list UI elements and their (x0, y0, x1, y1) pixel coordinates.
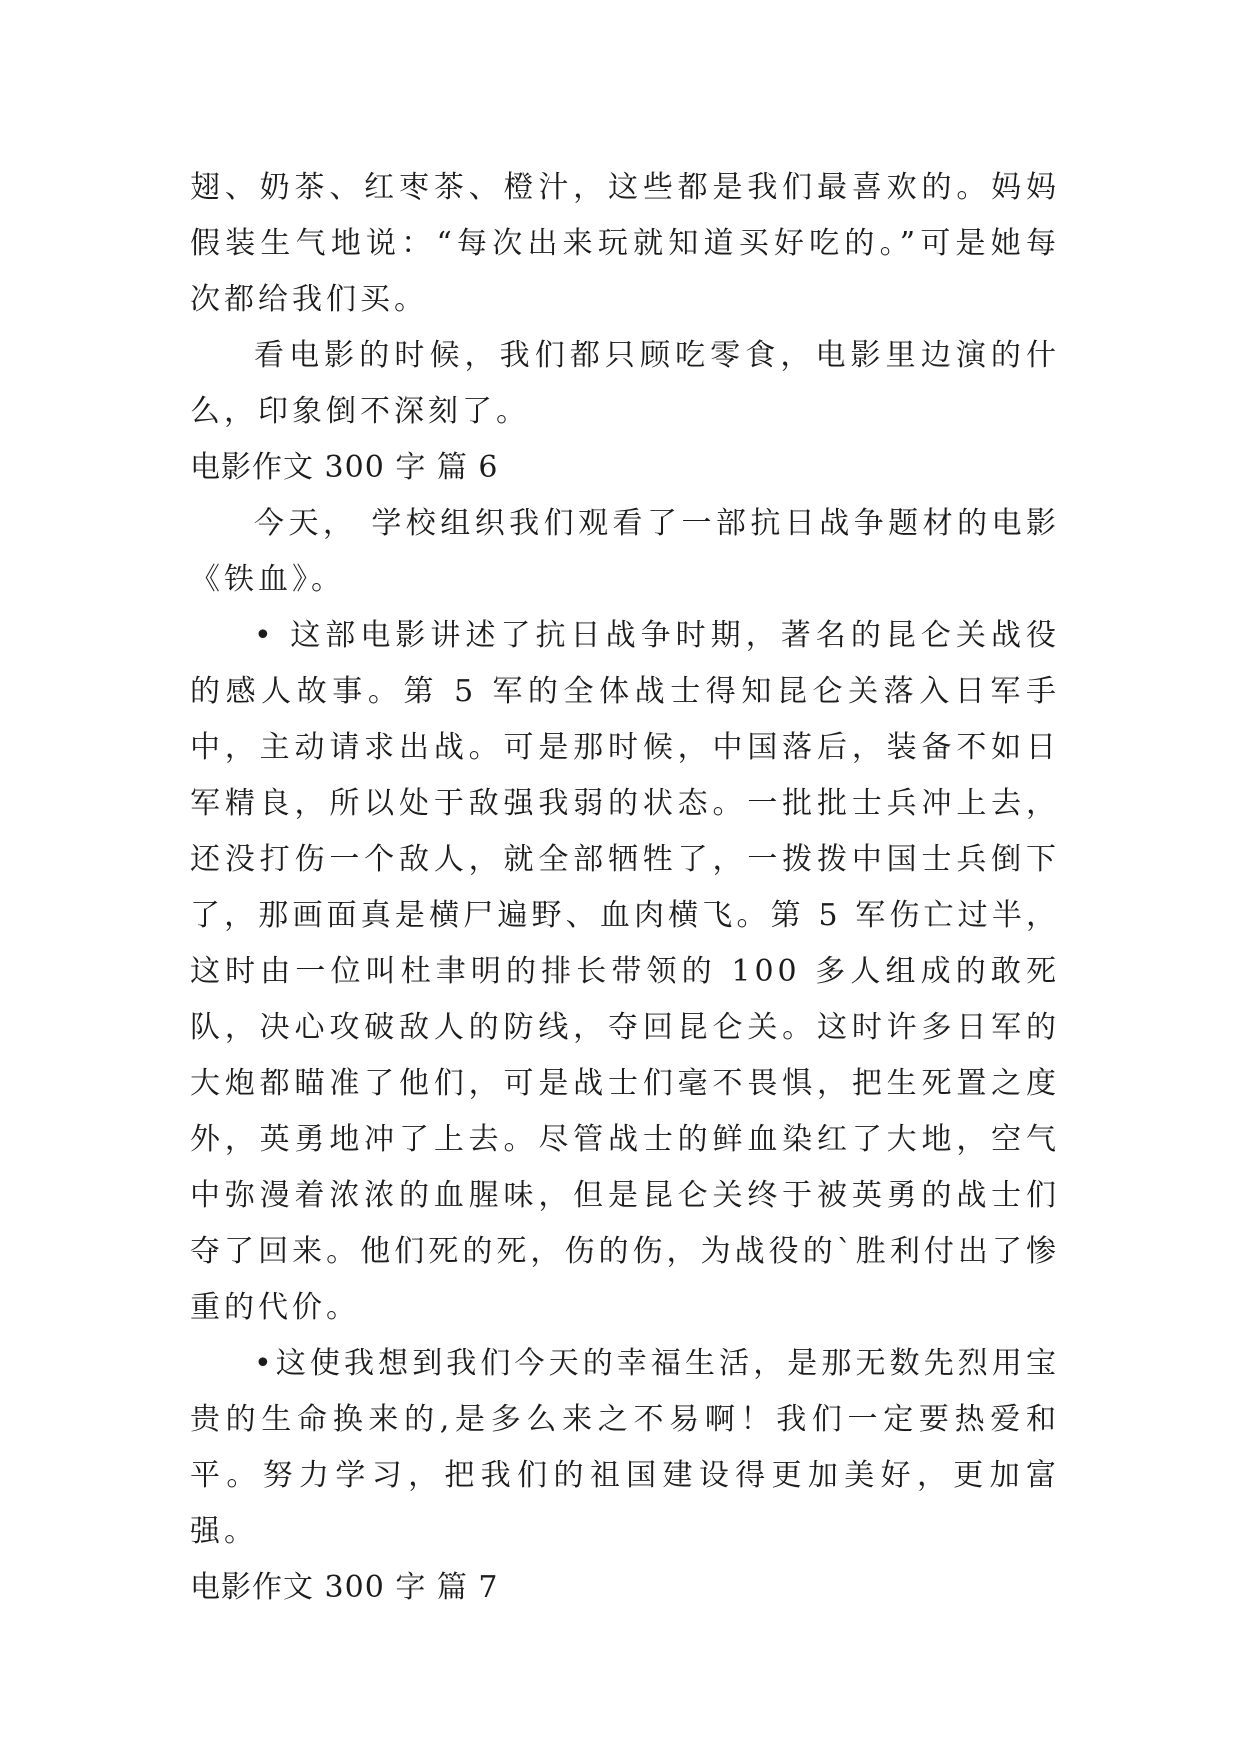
paragraph-intro-tiexue: 今天， 学校组织我们观看了一部抗日战争题材的电影《铁血》。 (190, 506, 1060, 597)
paragraph-watching-movie: 看电影的时候，我们都只顾吃零食，电影里边演的什么，印象倒不深刻了。 (190, 338, 1060, 429)
section-heading-6: 电影作文 300 字 篇 6 (190, 450, 499, 485)
document-body (190, 160, 1060, 1616)
section-heading-7: 电影作文 300 字 篇 7 (190, 1570, 499, 1605)
paragraph-reflection: •这使我想到我们今天的幸福生活，是那无数先烈用宝贵的生命换来的,是多么来之不易啊！我们一定要热爱和平。努力学习，把我们的祖国建设得更加美好，更加富强。 (190, 1346, 1060, 1549)
paragraph-continuation: 翅、奶茶、红枣茶、橙汁，这些都是我们最喜欢的。妈妈假装生气地说：“每次出来玩就知道买好吃的。”可是她每次都给我们买。 (190, 170, 1060, 317)
paragraph-kunlunguan-story: • 这部电影讲述了抗日战争时期，著名的昆仑关战役的感人故事。第 5 军的全体战士得知昆仑关落入日军手中，主动请求出战。可是那时候，中国落后，装备不如日军精良，所以处于敌强我弱的状态。一批批士兵冲上去，还没打伤一个敌人，就全部牺牲了，一拨拨中国士兵倒下了，那画面真是横尸遍野、血肉横飞。第 5 军伤亡过半，这时由一位叫杜聿明的排长带领的 100 多人组成的敢死队，决心攻破敌人的防线，夺回昆仑关。这时许多日军的大炮都瞄准了他们，可是战士们毫不畏惧，把生死置之度外，英勇地冲了上去。尽管战士的鲜血染红了大地，空气中弥漫着浓浓的血腥味，但是昆仑关终于被英勇的战士们夺了回来。他们死的死，伤的伤，为战役的`胜利付出了惨重的代价。 (190, 618, 1060, 1325)
